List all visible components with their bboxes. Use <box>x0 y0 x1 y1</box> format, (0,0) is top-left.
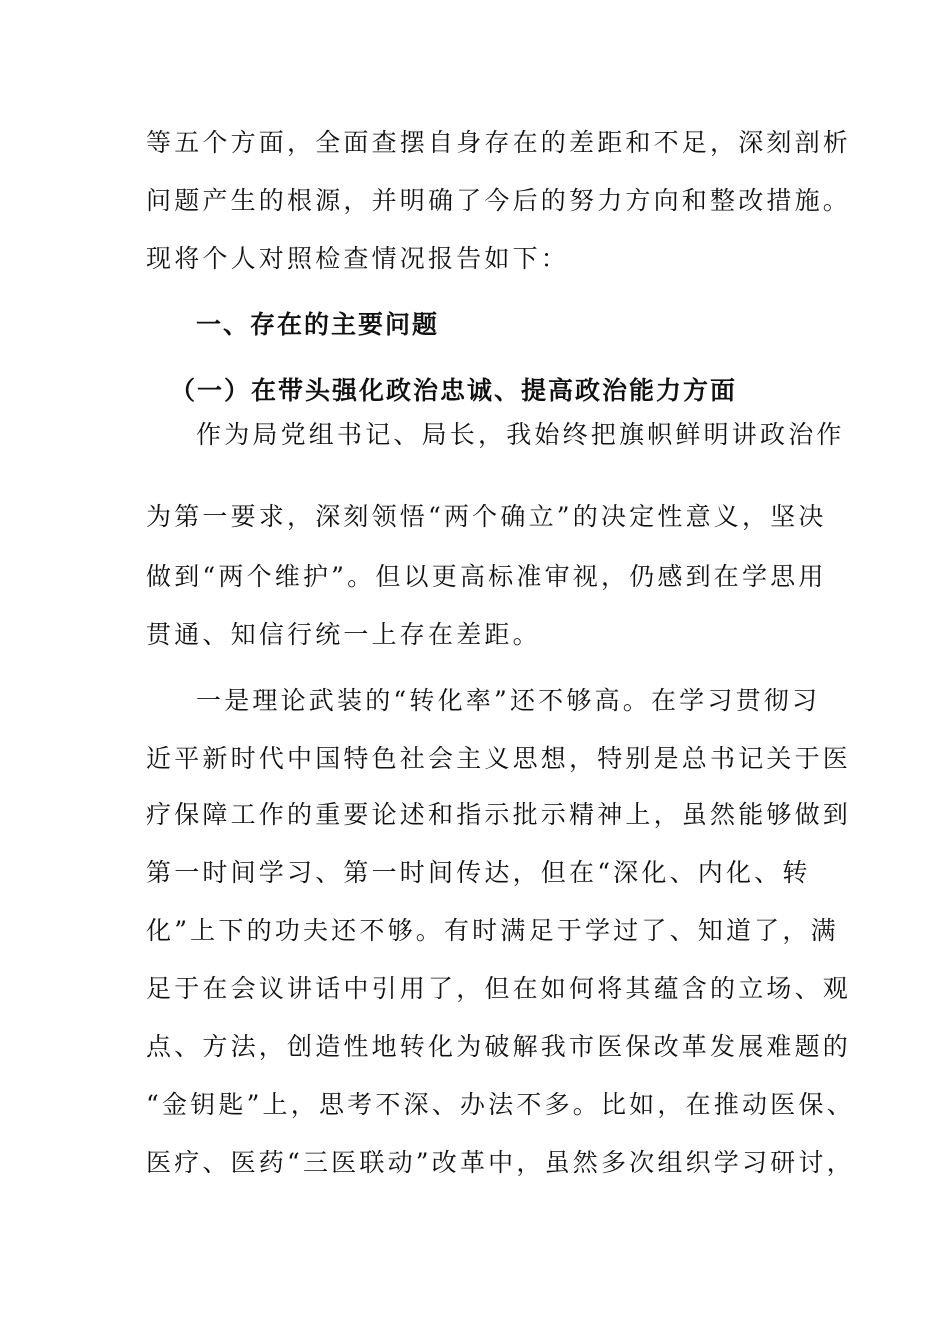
para1-line-4: 贯通、知信行统一上存在差距。 <box>146 620 541 649</box>
intro-line-3: 现将个人对照检查情况报告如下： <box>146 244 570 273</box>
para2-line-6: 足于在会议讲话中引用了，但在如何将其蕴含的立场、观 <box>146 974 852 1003</box>
para1-line-2: 为第一要求，深刻领悟“两个确立”的决定性意义，坚决 <box>146 502 827 531</box>
para2-line-9: 医疗、医药“三医联动”改革中，虽然多次组织学习研讨， <box>146 1148 855 1177</box>
subsection-heading: （一）在带头强化政治忠诚、提高政治能力方面 <box>170 376 738 405</box>
para2-line-7: 点、方法，创造性地转化为破解我市医保改革发展难题的 <box>146 1032 852 1061</box>
para2-line-8: “金钥匙”上，思考不深、办法不多。比如，在推动医保、 <box>146 1090 855 1119</box>
para1-line-3: 做到“两个维护”。但以更高标准审视，仍感到在学思用 <box>146 562 827 591</box>
para2-line-3: 疗保障工作的重要论述和指示批示精神上，虽然能够做到 <box>146 800 852 829</box>
para2-line-2: 近平新时代中国特色社会主义思想，特别是总书记关于医 <box>146 744 852 773</box>
para1-line-1: 作为局党组书记、局长，我始终把旗帜鲜明讲政治作 <box>196 420 845 449</box>
para2-line-4: 第一时间学习、第一时间传达，但在“深化、内化、转 <box>146 858 811 887</box>
para2-line-5: 化”上下的功夫还不够。有时满足于学过了、知道了，满 <box>146 916 839 945</box>
intro-line-1: 等五个方面，全面查摆自身存在的差距和不足，深刻剖析 <box>146 128 852 157</box>
intro-line-2: 问题产生的根源，并明确了今后的努力方向和整改措施。 <box>146 186 852 215</box>
para2-line-1: 一是理论武装的“转化率”还不够高。在学习贯彻习 <box>196 686 821 715</box>
section-heading: 一、存在的主要问题 <box>196 310 440 339</box>
